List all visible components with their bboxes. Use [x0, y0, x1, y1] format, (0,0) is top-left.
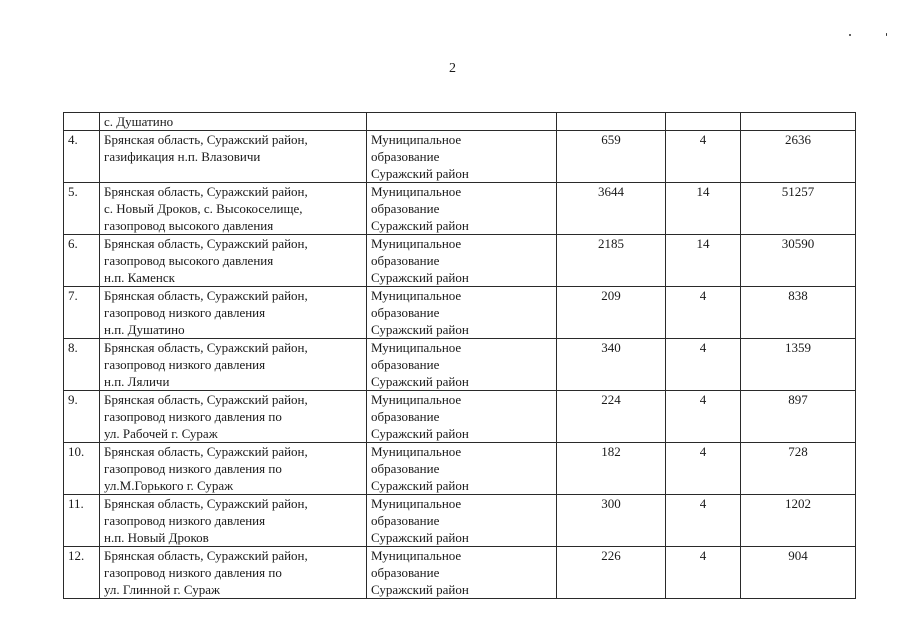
owner-cell: Муниципальное образование Суражский район	[367, 391, 557, 443]
value-cell-3: 728	[741, 443, 856, 495]
owner-cell: Муниципальное образование Суражский район	[367, 183, 557, 235]
row-number-cell	[64, 113, 100, 131]
scan-speck	[849, 34, 851, 36]
row-number-cell: 6.	[64, 235, 100, 287]
value-cell-3: 838	[741, 287, 856, 339]
owner-cell: Муниципальное образование Суражский район	[367, 495, 557, 547]
value-cell-1: 2185	[557, 235, 666, 287]
value-cell-1: 224	[557, 391, 666, 443]
table-row	[64, 131, 856, 183]
owner-cell	[367, 113, 557, 131]
value-cell-3	[741, 113, 856, 131]
value-cell-2: 4	[666, 391, 741, 443]
value-cell-1: 3644	[557, 183, 666, 235]
object-name-cell: Брянская область, Суражский район, газификация н.п. Влазовичи	[100, 131, 367, 183]
owner-cell: Муниципальное образование Суражский район	[367, 339, 557, 391]
value-cell-2: 4	[666, 547, 741, 599]
value-cell-3: 904	[741, 547, 856, 599]
row-number-cell: 5.	[64, 183, 100, 235]
value-cell-2: 4	[666, 443, 741, 495]
object-name-cell: Брянская область, Суражский район, газопровод низкого давления н.п. Ляличи	[100, 339, 367, 391]
row-number-cell: 4.	[64, 131, 100, 183]
value-cell-3: 51257	[741, 183, 856, 235]
value-cell-1: 300	[557, 495, 666, 547]
value-cell-2: 4	[666, 339, 741, 391]
table-row	[64, 391, 856, 443]
value-cell-2: 14	[666, 183, 741, 235]
value-cell-3: 30590	[741, 235, 856, 287]
scan-speck	[886, 33, 887, 36]
value-cell-2: 4	[666, 287, 741, 339]
value-cell-2: 14	[666, 235, 741, 287]
value-cell-3: 1359	[741, 339, 856, 391]
owner-cell: Муниципальное образование Суражский район	[367, 287, 557, 339]
row-number-cell: 12.	[64, 547, 100, 599]
value-cell-2: 4	[666, 495, 741, 547]
table-row	[64, 113, 856, 131]
value-cell-3: 897	[741, 391, 856, 443]
object-name-cell: Брянская область, Суражский район, газопровод высокого давления н.п. Каменск	[100, 235, 367, 287]
value-cell-1: 209	[557, 287, 666, 339]
owner-cell: Муниципальное образование Суражский район	[367, 547, 557, 599]
table-row	[64, 287, 856, 339]
page-number: 2	[449, 61, 456, 76]
object-name-cell: Брянская область, Суражский район, газопровод низкого давления по ул. Рабочей г. Сураж	[100, 391, 367, 443]
value-cell-3: 1202	[741, 495, 856, 547]
table-row	[64, 339, 856, 391]
object-name-cell: Брянская область, Суражский район, газопровод низкого давления по ул.М.Горького г. Сураж	[100, 443, 367, 495]
table-row	[64, 183, 856, 235]
owner-cell: Муниципальное образование Суражский район	[367, 131, 557, 183]
row-number-cell: 11.	[64, 495, 100, 547]
table-row	[64, 235, 856, 287]
row-number-cell: 10.	[64, 443, 100, 495]
gas-pipeline-table	[63, 112, 856, 599]
object-name-cell: Брянская область, Суражский район, газопровод низкого давления по ул. Глинной г. Сураж	[100, 547, 367, 599]
owner-cell: Муниципальное образование Суражский район	[367, 235, 557, 287]
value-cell-2	[666, 113, 741, 131]
value-cell-1: 182	[557, 443, 666, 495]
owner-cell: Муниципальное образование Суражский район	[367, 443, 557, 495]
object-name-cell: Брянская область, Суражский район, с. Новый Дроков, с. Высокоселище, газопровод высокого давления	[100, 183, 367, 235]
value-cell-1: 226	[557, 547, 666, 599]
value-cell-1: 659	[557, 131, 666, 183]
row-number-cell: 7.	[64, 287, 100, 339]
value-cell-3: 2636	[741, 131, 856, 183]
object-name-cell: Брянская область, Суражский район, газопровод низкого давления н.п. Новый Дроков	[100, 495, 367, 547]
value-cell-1: 340	[557, 339, 666, 391]
row-number-cell: 9.	[64, 391, 100, 443]
object-name-cell: с. Душатино	[100, 113, 367, 131]
object-name-cell: Брянская область, Суражский район, газопровод низкого давления н.п. Душатино	[100, 287, 367, 339]
value-cell-2: 4	[666, 131, 741, 183]
row-number-cell: 8.	[64, 339, 100, 391]
table-row	[64, 443, 856, 495]
table-row	[64, 495, 856, 547]
value-cell-1	[557, 113, 666, 131]
table-row	[64, 547, 856, 599]
